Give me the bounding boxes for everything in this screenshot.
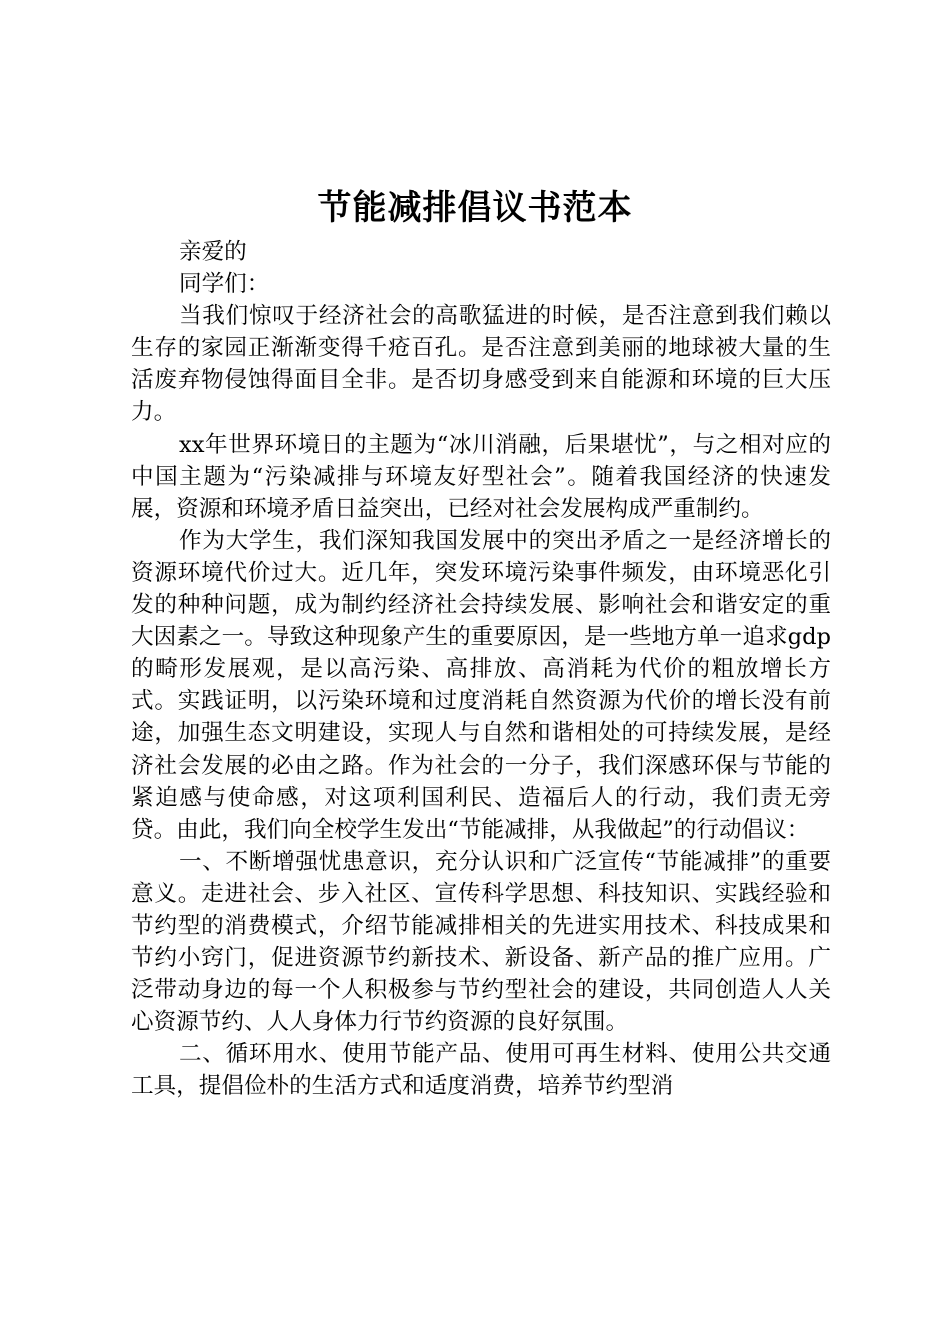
paragraph-3: 作为大学生，我们深知我国发展中的突出矛盾之一是经济增长的资源环境代价过大。近几年，突发环境污染事件频发，由环境恶化引发的种种问题，成为制约经济社会持续发展、影响社会和谐安定的重大因素之一。导致这种现象产生的重要原因，是一些地方单一追求gdp的畸形发展观，是以高污染、高排放、高消耗为代价的粗放增长方式。实践证明，以污染环境和过度消耗自然资源为代价的增长没有前途，加强生态文明建设，实现人与自然和谐相处的可持续发展，是经济社会发展的必由之路。作为社会的一分子，我们深感环保与节能的紧迫感与使命感，对这项利国利民、造福后人的行动，我们责无旁贷。由此，我们向全校学生发出“节能减排，从我做起”的行动倡议： xyxy=(131,527,831,843)
salutation-line-2: 同学们： xyxy=(179,271,270,298)
paragraph-5: 二、循环用水、使用节能产品、使用可再生材料、使用公共交通工具，提倡俭朴的生活方式和适度消费，培养节约型消 xyxy=(131,1041,831,1100)
salutation-line-1: 亲爱的 xyxy=(179,239,247,265)
paragraph-4: 一、不断增强忧患意识，充分认识和广泛宣传“节能减排”的重要意义。走进社会、步入社区、宣传科学思想、科技知识、实践经验和节约型的消费模式，介绍节能减排相关的先进实用技术、科技成果和节约小窍门，促进资源节约新技术、新设备、新产品的推广应用。广泛带动身边的每一个人积极参与节约型社会的建设，共同创造人人关心资源节约、人人身体力行节约资源的良好氛围。 xyxy=(131,848,831,1036)
document-body xyxy=(131,236,831,1103)
paragraph-2: xx年世界环境日的主题为“冰川消融，后果堪忧”，与之相对应的中国主题为“污染减排与环境友好型社会”。随着我国经济的快速发展，资源和环境矛盾日益突出，已经对社会发展构成严重制约。 xyxy=(131,431,831,522)
document-title: 节能减排倡议书范本 xyxy=(317,188,633,228)
paragraph-1: 当我们惊叹于经济社会的高歌猛进的时候，是否注意到我们赖以生存的家园正渐渐变得千疮百孔。是否注意到美丽的地球被大量的生活废弃物侵蚀得面目全非。是否切身感受到来自能源和环境的巨大压力。 xyxy=(131,303,831,426)
